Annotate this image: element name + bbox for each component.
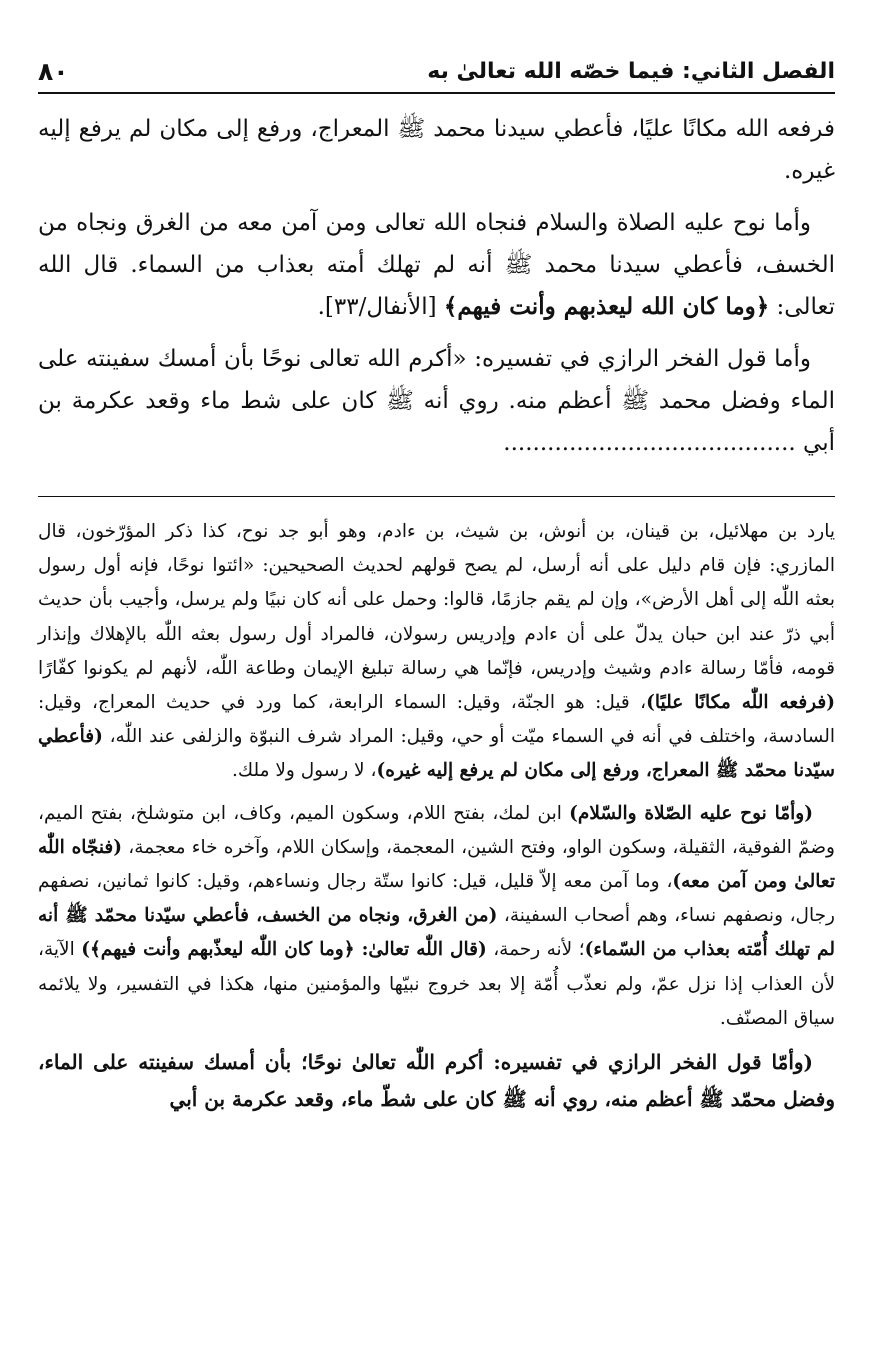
commentary-text-run: ، لا رسول ولا ملك. (231, 760, 377, 782)
commentary-text-run: يارد بن مهلائيل، بن قينان، بن أنوش، بن شيث، بن ءادم، وهو أبو جد نوح، كذا ذكر المؤرّخون، قال المازري: فإن قام دليل على أنه أرسل، لم يصح قولهم لحديث الصحيحين: «ائتوا نوحًا، فإنه أول رسول بعثه اللّٰه إلى أهل الأرض»، وإن لم يقم جازمًا، قالوا: وحمل على أنه كان نبيًا ولم يرسل، وأجيب بأن حديث أبي ذرّ عند ابن حبان يدلّ على أن ءادم وإدريس رسولان، فالمراد أول رسول بعثه اللّٰه بالإهلاك وإنذار قومه، فأمّا رسالة ءادم وشيث وإدريس، فإنّما هي رسالة تبليغ الإيمان وطاعة اللّٰه، لأنهم لم يكونوا كفّارًا (38, 521, 835, 679)
commentary-lemma: (وأمّا نوح عليه الصّلاة والسّلام) (569, 802, 813, 824)
commentary-paragraph (38, 1044, 835, 1118)
commentary-lemma: (من الغرق، ونجاه من الخسف، فأعطي سيّدنا محمّد ﷺ أنه لم تهلك أُمّته بعذاب من السّماء) (38, 905, 835, 961)
verse-reference: [الأنفال/٣٣]. (317, 294, 444, 320)
main-paragraph-text: وأما نوح عليه الصلاة والسلام فنجاه الله تعالى ومن آمن معه من الغرق ونجاه من الخسف، فأعطي سيدنا محمد ﷺ أنه لم تهلك أمته بعذاب من السماء. قال الله تعالى: (38, 210, 835, 320)
commentary-lemma: (فنجّاه اللّٰه تعالىٰ ومن آمن معه) (38, 836, 835, 893)
commentary-lemma: (فرفعه اللّٰه مكانًا عليًا) (646, 692, 835, 714)
commentary-lemma: (فأعطي سيّدنا محمّد ﷺ المعراج، ورفع إلى مكان لم يرفع إليه غيره) (38, 726, 835, 782)
commentary-lemma: (قال اللّٰه تعالىٰ: ﴿وما كان اللّٰه ليعذّبهم وأنت فيهم﴾) (81, 939, 487, 961)
main-paragraph (38, 202, 835, 328)
commentary-text-run: ، قيل: هو الجنّة، وقيل: السماء الرابعة، كما ورد في حديث المعراج، وقيل: السادسة، واختلف في أنه في السماء ميّت أو حي، وقيل: المراد شرف النبوّة والزلفى عند اللّٰه، (38, 692, 835, 748)
commentary-text-run: الآية، لأن العذاب إذا نزل عمّ، ولم نعذّب أُمّة إلا بعد خروج نبيّها والمؤمنين منها، هكذا في التفسير، ولا يلائمه سياق المصنّف. (38, 939, 835, 1029)
footnote-separator (38, 496, 835, 497)
quran-quote: ﴿وما كان الله ليعذبهم وأنت فيهم﴾ (443, 293, 770, 320)
main-text (38, 108, 835, 474)
commentary-text-run: ؛ لأنه رحمة، (486, 939, 585, 961)
main-paragraph (38, 108, 835, 192)
main-paragraph-text: وأما قول الفخر الرازي في تفسيره: «أكرم الله تعالى نوحًا بأن أمسك سفينته على الماء وفضل محمد ﷺ أعظم منه. روي أنه ﷺ كان على شط ماء وقعد عكرمة بن أبي (38, 346, 835, 456)
commentary-paragraph (38, 797, 835, 1036)
commentary-text-run: ابن لمك، بفتح اللام، وسكون الميم، وكاف، ابن متوشلخ، بفتح الميم، وضمّ الفوقية، الثقيلة، وسكون الواو، وفتح الشين، المعجمة، وإسكان اللام، وآخره خاء معجمة، (38, 802, 835, 858)
main-paragraph-text: فرفعه الله مكانًا عليًا، فأعطي سيدنا محمد ﷺ المعراج، ورفع إلى مكان لم يرفع إليه غيره. (38, 116, 835, 184)
commentary-text-run: ، وما آمن معه إلاّ قليل، قيل: كانوا ستّة رجال ونساءهم، وقيل: كانوا ثمانين، نصفهم رجال، ونصفهم نساء، وهم أصحاب السفينة، (38, 871, 835, 927)
commentary-paragraph (38, 515, 835, 789)
continuation-dots: ........................................ (503, 430, 796, 456)
page-header (38, 50, 835, 94)
commentary-text (38, 515, 835, 1126)
commentary-lemma: (وأمّا قول الفخر الرازي في تفسيره: أكرم اللّٰه تعالىٰ نوحًا؛ بأن أمسك سفينته على الماء، وفضل محمّد ﷺ أعظم منه، روي أنه ﷺ كان على شطّ ماء، وقعد عكرمة بن أبي (38, 1050, 835, 1112)
page-number: ٨٠ (38, 56, 69, 86)
running-title: الفصل الثاني: فيما خصّه الله تعالىٰ به (427, 58, 835, 84)
main-paragraph (38, 338, 835, 464)
